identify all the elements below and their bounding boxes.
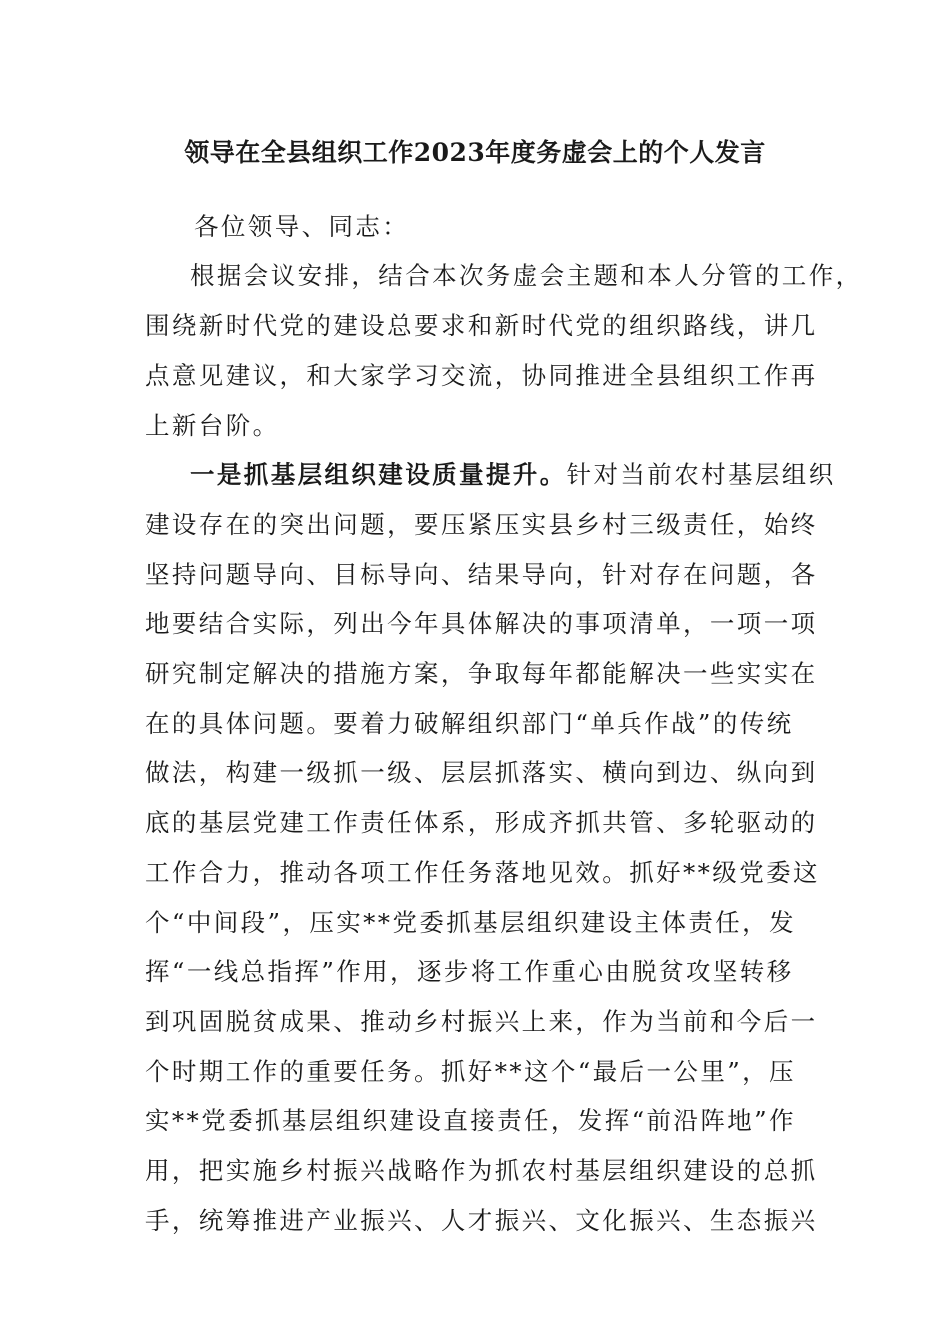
paragraph-line: 底的基层党建工作责任体系，形成齐抓共管、多轮驱动的 bbox=[145, 808, 818, 838]
paragraph-line: 地要结合实际，列出今年具体解决的事项清单，一项一项 bbox=[145, 609, 818, 639]
greeting bbox=[145, 202, 807, 252]
paragraph-point-one bbox=[145, 450, 836, 1245]
paragraph-line: 坚持问题导向、目标导向、结果导向，针对存在问题，各 bbox=[145, 559, 818, 589]
paragraph-line: 工作合力，推动各项工作任务落地见效。抓好**级党委这 bbox=[145, 857, 820, 887]
paragraph-line: 个“中间段”，压实**党委抓基层组织建设主体责任，发 bbox=[145, 907, 796, 937]
paragraph-intro bbox=[145, 251, 863, 450]
paragraph-line: 挥“一线总指挥”作用，逐步将工作重心由脱贫攻坚转移 bbox=[145, 957, 794, 987]
greeting-text: 各位领导、同志： bbox=[194, 211, 410, 241]
paragraph-line: 到巩固脱贫成果、推动乡村振兴上来，作为当前和今后一 bbox=[145, 1006, 818, 1036]
title-spacer bbox=[145, 152, 807, 202]
paragraph-line: 用，把实施乡村振兴战略作为抓农村基层组织建设的总抓 bbox=[145, 1156, 818, 1186]
paragraph-line: 个时期工作的重要任务。抓好**这个“最后一公里”，压 bbox=[145, 1056, 796, 1086]
document-title: 领导在全县组织工作2023年度务虚会上的个人发言 bbox=[184, 138, 766, 167]
paragraph-line: 研究制定解决的措施方案，争取每年都能解决一些实实在 bbox=[145, 659, 818, 689]
paragraph-line: 点意见建议，和大家学习交流，协同推进全县组织工作再 bbox=[145, 360, 818, 390]
paragraph-line: 在的具体问题。要着力破解组织部门“单兵作战”的传统 bbox=[145, 708, 794, 738]
paragraph-line: 做法，构建一级抓一级、层层抓落实、横向到边、纵向到 bbox=[145, 758, 818, 788]
document-body bbox=[145, 152, 863, 1245]
paragraph-line: 建设存在的突出问题，要压紧压实县乡村三级责任，始终 bbox=[145, 509, 818, 539]
paragraph-line: 手，统筹推进产业振兴、人才振兴、文化振兴、生态振兴 bbox=[145, 1205, 818, 1235]
paragraph-line: 上新台阶。 bbox=[145, 410, 280, 440]
paragraph-line: 根据会议安排，结合本次务虚会主题和本人分管的工作， bbox=[190, 261, 863, 291]
paragraph-line: 实**党委抓基层组织建设直接责任，发挥“前沿阵地”作 bbox=[145, 1106, 796, 1136]
point-text: 针对当前农村基层组织 bbox=[566, 460, 836, 490]
paragraph-line: 围绕新时代党的建设总要求和新时代党的组织路线，讲几 bbox=[145, 311, 818, 341]
point-heading: 一是抓基层组织建设质量提升。 bbox=[190, 460, 567, 490]
paragraph-line bbox=[145, 450, 836, 500]
